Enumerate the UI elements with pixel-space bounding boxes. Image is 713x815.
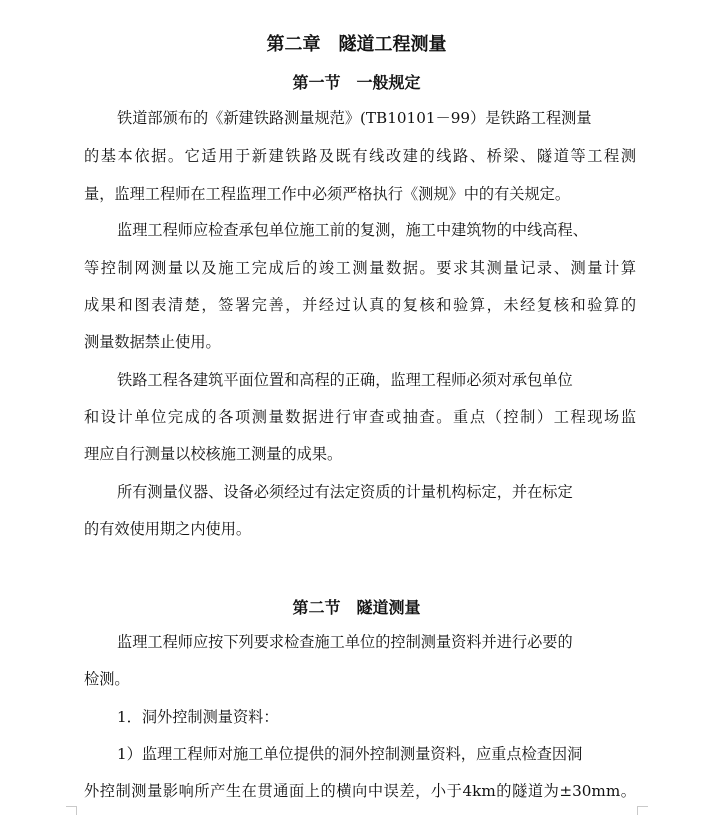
paragraph-line: 量，监理工程师在工程监理工作中必须严格执行《测规》中的有关规定。 [84, 185, 570, 203]
paragraph-line: 和设计单位完成的各项测量数据进行审查或抽查。重点（控制）工程现场监 [84, 408, 636, 426]
section-title-tunnel-survey: 第二节 隧道测量 [292, 598, 421, 617]
paragraph-line: 监理工程师应按下列要求检查施工单位的控制测量资料并进行必要的 [117, 633, 573, 651]
paragraph-line: 等控制网测量以及施工完成后的竣工测量数据。要求其测量记录、测量计算 [84, 259, 636, 277]
paragraph-line: 检测。 [84, 670, 130, 688]
section-title-general-rules: 第一节 一般规定 [292, 73, 421, 92]
paragraph-line: 监理工程师应检查承包单位施工前的复测，施工中建筑物的中线高程、 [117, 221, 588, 239]
paragraph-line: 所有测量仪器、设备必须经过有法定资质的计量机构标定，并在标定 [117, 483, 573, 501]
paragraph-line: 成果和图表清楚，签署完善，并经过认真的复核和验算，未经复核和验算的 [84, 296, 636, 314]
paragraph-line: 测量数据禁止使用。 [84, 333, 221, 351]
paragraph-line: 1）监理工程师对施工单位提供的洞外控制测量资料，应重点检查因洞 [117, 745, 583, 763]
paragraph-line: 的有效使用期之内使用。 [84, 520, 252, 538]
paragraph-line: 理应自行测量以校核施工测量的成果。 [84, 445, 343, 463]
paragraph-line: 铁路工程各建筑平面位置和高程的正确，监理工程师必须对承包单位 [117, 371, 573, 389]
list-heading: 1．洞外控制测量资料： [117, 708, 279, 726]
chapter-title: 第二章 隧道工程测量 [266, 34, 447, 55]
paragraph-line: 铁道部颁布的《新建铁路测量规范》(TB10101－99）是铁路工程测量 [117, 109, 592, 127]
paragraph-line: 的基本依据。它适用于新建铁路及既有线改建的线路、桥梁、隧道等工程测 [84, 147, 636, 165]
paragraph-line: 外控制测量影响所产生在贯通面上的横向中误差，小于4km的隧道为±30mm。 [84, 782, 636, 800]
